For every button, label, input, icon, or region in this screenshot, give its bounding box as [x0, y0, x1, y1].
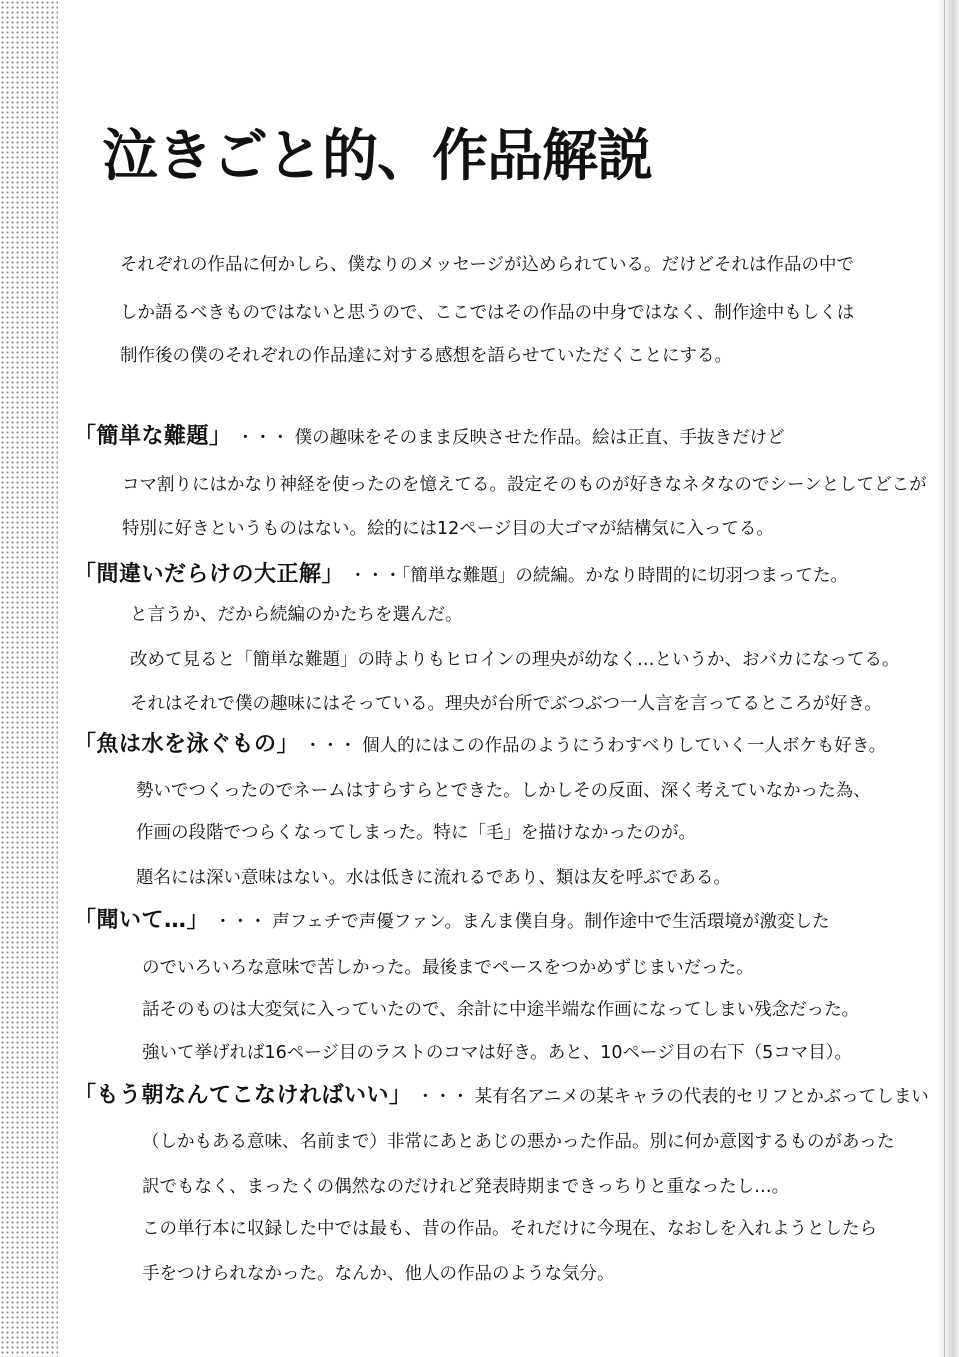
entry-heading	[74, 910, 830, 932]
entry-text: ・・・ 某有名アニメの某キャラの代表的セリフとかぶってしまい	[416, 1087, 929, 1107]
entry-title: 「聞いて…」	[74, 908, 210, 933]
entry-heading	[74, 734, 886, 756]
entry-line: 題名には深い意味はない。水は低きに流れるであり、類は友を呼ぶである。	[136, 868, 731, 888]
entry-line: と言うか、だから続編のかたちを選んだ。	[130, 605, 463, 625]
entry-text: ・・・ 個人的にはこの作品のようにうわすべりしていく一人ボケも好き。	[304, 736, 887, 756]
entry-title: 「魚は水を泳ぐもの」	[74, 732, 300, 757]
entry-title: 「簡単な難題」	[74, 424, 232, 449]
entry-line: 勢いでつくったのでネームはすらすらとできた。しかしその反面、深く考えていなかった為、	[136, 781, 871, 801]
entry-line: それはそれで僕の趣味にはそっている。理央が台所でぶつぶつ一人言を言ってるところが好き。	[130, 694, 882, 714]
page-edge-shadow	[937, 0, 959, 1357]
intro-line: それぞれの作品に何かしら、僕なりのメッセージが込められている。だけどそれは作品の中で	[120, 255, 854, 275]
entry-text: ・・・「簡単な難題」の続編。かなり時間的に切羽つまってた。	[349, 566, 848, 586]
entry-line: 特別に好きというものはない。絵的には12ページ目の大ゴマが結構気に入ってる。	[122, 519, 774, 539]
entry-line: のでいろいろな意味で苦しかった。最後までペースをつかめずじまいだった。	[142, 958, 754, 978]
entry-line: 話そのものは大変気に入っていたので、余計に中途半端な作画になってしまい残念だった。	[142, 1000, 860, 1020]
entry-line: 改めて見ると「簡単な難題」の時よりもヒロインの理央が幼なく…というか、おバカになってる。	[130, 650, 900, 670]
entry-line: 手をつけられなかった。なんか、他人の作品のような気分。	[142, 1264, 615, 1284]
entry-heading	[74, 426, 785, 448]
entry-line: 訳でもなく、まったくの偶然なのだけれど発表時期まできっちりと重なったし…。	[142, 1177, 790, 1197]
entry-title: 「間違いだらけの大正解」	[74, 562, 345, 587]
entry-line: コマ割りにはかなり神経を使ったのを憶えてる。設定そのものが好きなネタなのでシーンとしてどこが	[122, 475, 927, 495]
entry-line: 作画の段階でつらくなってしまった。特に「毛」を描けなかったのが。	[136, 823, 696, 843]
intro-line: しか語るべきものではないと思うので、ここではその作品の中身ではなく、制作途中もしくは	[120, 303, 855, 323]
entry-heading	[74, 564, 848, 586]
screentone-margin	[0, 0, 58, 1357]
entry-text: ・・・ 僕の趣味をそのまま反映させた作品。絵は正直、手抜きだけど	[236, 428, 785, 448]
entry-line: 強いて挙げれば16ページ目のラストのコマは好き。あと、10ページ目の右下（5コマ目）。	[142, 1043, 852, 1063]
page-title: 泣きごと的、作品解説	[102, 123, 652, 189]
page-edge-line	[944, 0, 945, 1357]
entry-line: （しかもある意味、名前まで）非常にあとあじの悪かった作品。別に何か意図するものがあった	[142, 1132, 895, 1152]
intro-line: 制作後の僕のそれぞれの作品達に対する感想を語らせていただくことにする。	[120, 346, 732, 366]
entry-title: 「もう朝なんてこなければいい」	[74, 1083, 412, 1108]
entry-heading	[74, 1085, 929, 1107]
entry-text: ・・・ 声フェチで声優ファン。まんま僕自身。制作途中で生活環境が激変した	[214, 912, 830, 932]
entry-line: この単行本に収録した中では最も、昔の作品。それだけに今現在、なおしを入れようとしたら	[142, 1219, 877, 1239]
